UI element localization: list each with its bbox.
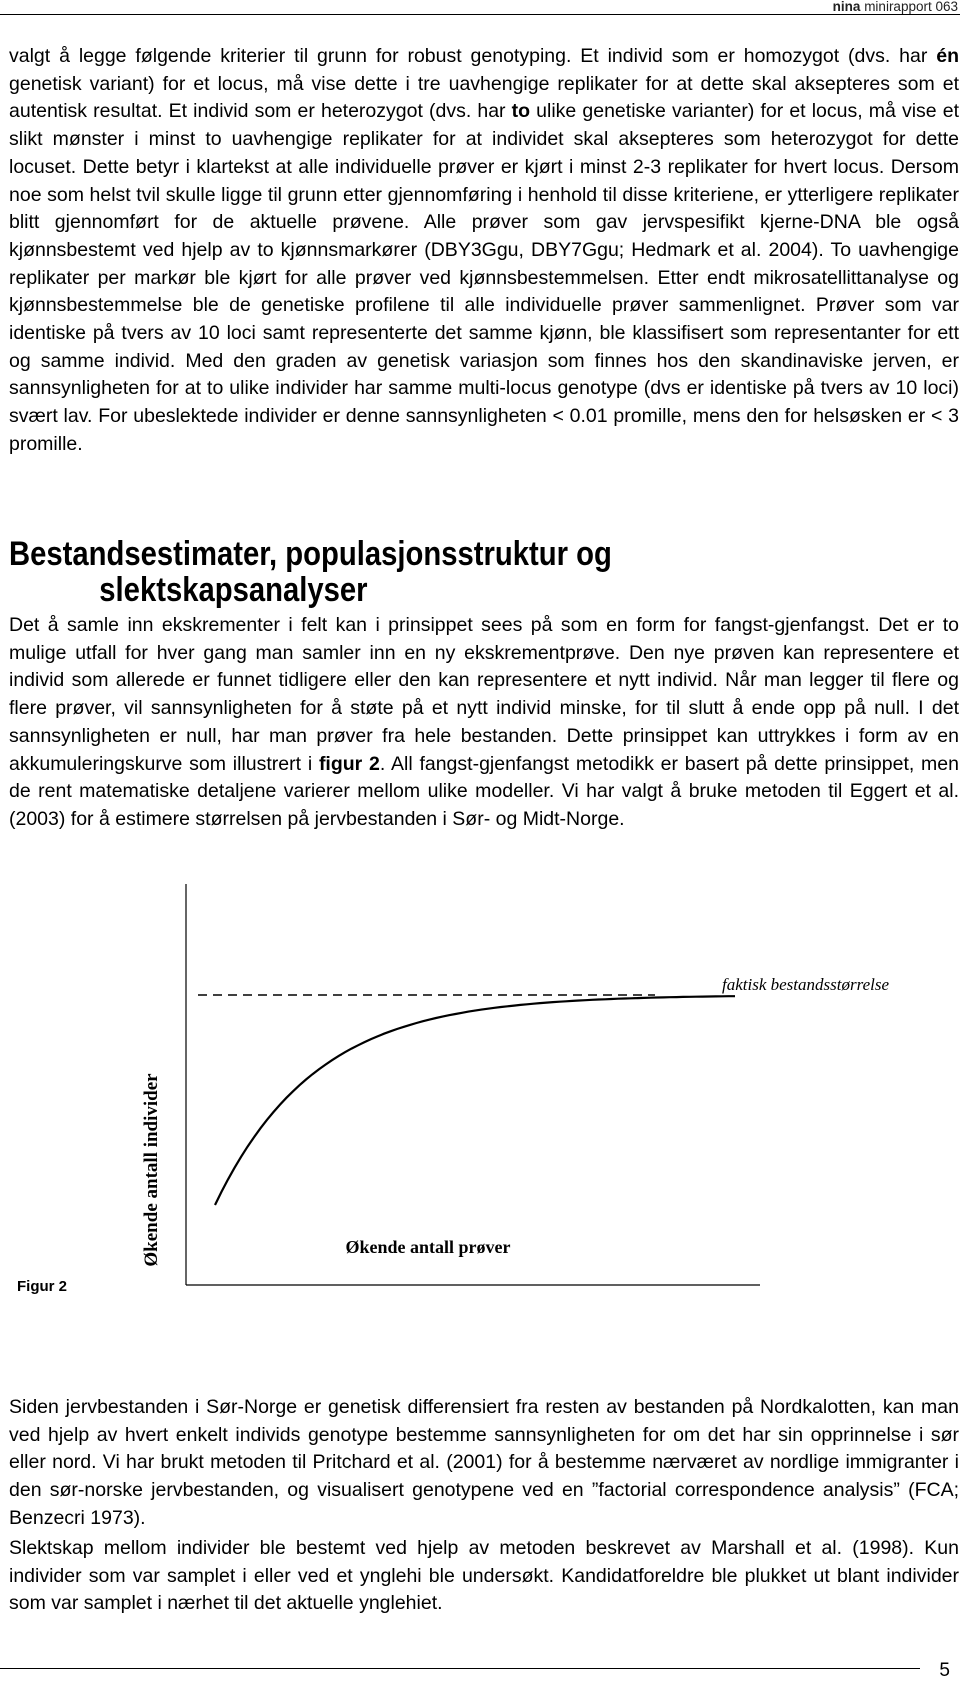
emphasis-en: én (936, 45, 959, 67)
paragraph-kinship (9, 1535, 959, 1618)
footer-rule (0, 1668, 920, 1669)
text-run: genetisk variant) for et locus, må vise dette i tre uavhengige replikater for at dette skal aksepteres som et autentisk resultat. Et individ som er heterozygot (dvs. har (9, 72, 959, 123)
x-axis-label: Økende antall prøver (345, 1237, 511, 1257)
paragraph-text: Siden jervbestanden i Sør-Norge er genetisk differensiert fra resten av bestanden på Nordkalotten, kan man ved hjelp av hvert enkelt individs genotype bestemme sannsynligheten for om det har sin opprinnelse i sør eller nord. Vi har brukt metoden til Pritchard et al. (2001) for å bestemme nærværet av nordlige immigranter i den sør-norske jervbestanden, og visualisert genotypene ved en ”factorial correspondence analysis” (FCA; Benzecri 1973). (9, 1396, 959, 1529)
org-name: nina (832, 0, 861, 14)
text-run: Det å samle inn ekskrementer i felt kan i prinsippet sees på som en form for fangst-gjenfangst. Det er to mulige utfall for hver gang man samler inn en ny ekskrementprøve. Den nye prøven kan representere et individ som allerede er funnet tidligere eller den kan representere et nytt individ. Når man legger til flere og flere prøver, vil sannsynligheten for å støte på et nytt individ minske, for til slutt å ende opp på null. I det sannsynligheten er null, har man prøver fra hele bestanden. Dette prinsippet kan uttrykkes i form av en akkumuleringskurve som illustrert i (9, 614, 959, 775)
text-run: ulike genetiske varianter) for et locus, må vise et slikt mønster i minst to uavhengige replikater for at individet skal aksepteres som heterozygot for dette locuset. Dette betyr i klartekst at alle individuelle prøver er kjørt i minst 2-3 replikater for hvert locus. Dersom noe som helst tvil skulle ligge til grunn etter gjennomføring i henhold til disse kriteriene, er ytterligere replikater blitt gjennomført for de aktuelle prøvene. Alle prøver som gav jervspesifikt kjerne-DNA ble også kjønnsbestemt ved hjelp av to kjønnsmarkører (DBY3Ggu, DBY7Ggu; Hedmark et al. 2004). To uavhengige replikater per markør ble kjørt for alle prøver ved kjønnsbestemmelsen. Etter endt mikrosatellittanalyse og kjønnsbestemmelse ble de genetiske profilene til alle individuelle prøver sammenlignet. Prøver som var identiske på tvers av 10 loci samt representerte det samme kjønn, ble klassifisert som representanter for ett og samme individ. Med den graden av genetisk variasjon som finnes hos den skandinaviske jerven, er sannsynligheten for at to ulike individer har samme multi-locus genotype (dvs er identiske på tvers av 10 loci) svært lav. For ubeslektede individer er denne sannsynligheten < 0.01 promille, mens den for helsøsken er < 3 promille. (9, 100, 959, 455)
section-heading (9, 536, 612, 608)
running-head (833, 0, 958, 14)
text-run: . All fangst-gjenfangst metodikk er basert på dette prinsippet, men de rent matematiske detaljene varierer mellom ulike modeller. Vi har valgt å bruke metoden til Eggert et al. (2003) for å estimere størrelsen på jervbestanden i Sør- og Midt-Norge. (9, 752, 959, 830)
y-axis-label: Økende antall individer (141, 1073, 162, 1267)
paragraph-genotyping-criteria (9, 43, 959, 459)
paragraph-population-structure (9, 1394, 959, 1533)
paragraph-capture-recapture (9, 612, 959, 834)
heading-line-2: slektskapsanalyser (99, 571, 368, 609)
heading-line-1: Bestandsestimater, populasjonsstruktur og (9, 535, 612, 573)
report-series: minirapport 063 (864, 0, 958, 14)
figure-reference: figur 2 (318, 752, 380, 775)
accumulation-curve (215, 996, 735, 1205)
text-run: valgt å legge følgende kriterier til grunn for robust genotyping. Et individ som er homozygot (dvs. har (9, 45, 937, 67)
page-number: 5 (939, 1660, 950, 1681)
paragraph-text: Slektskap mellom individer ble bestemt ved hjelp av metoden beskrevet av Marshall et al. (1998). Kun individer som var samplet i eller ved et ynglehi ble undersøkt. Kandidatforeldre ble plukket ut blant individer som var samplet i nærhet til det aktuelle ynglehiet. (9, 1537, 959, 1615)
emphasis-to: to (511, 100, 531, 123)
header-rule (0, 14, 960, 15)
asymptote-label: faktisk bestandsstørrelse (722, 975, 889, 994)
accumulation-curve-figure (0, 880, 960, 1360)
figure-caption-label: Figur 2 (17, 1278, 68, 1295)
